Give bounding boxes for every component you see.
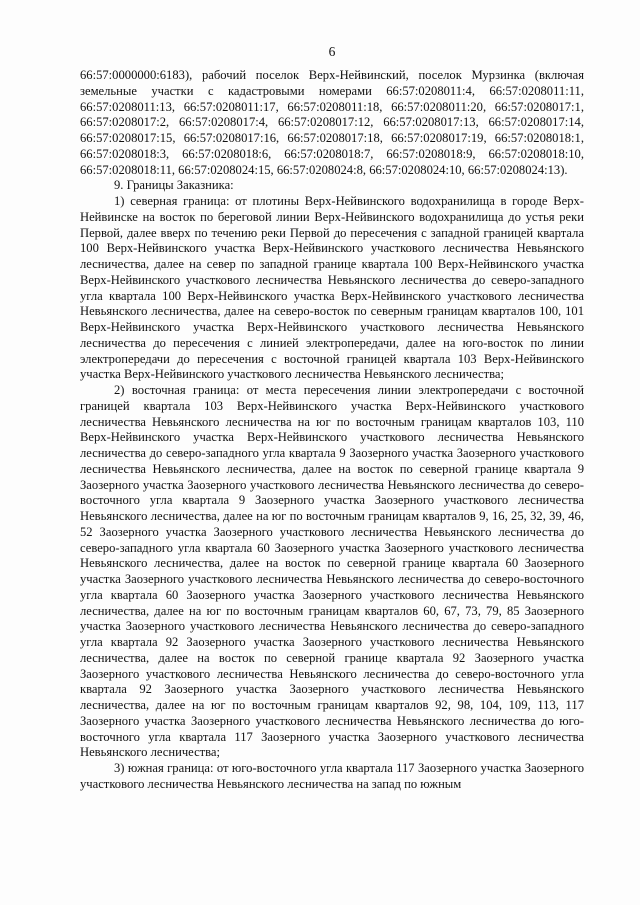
paragraph-north-boundary: 1) северная граница: от плотины Верх-Нейвинского водохранилища в городе Верх-Нейвинске на восток по береговой линии Верх-Нейвинского водохранилища до устья реки Первой, далее вверх по течению реки Первой до пересечения с западной границей квартала 100 Верх-Нейвинского участка Верх-Нейвинского участкового лесничества Невьянского лесничества, далее на север по западной границе квартала 100 Верх-Нейвинского участка Верх-Нейвинского участкового лесничества Невьянского лесничества до северо-западного угла квартала 100 Верх-Нейвинского участка Верх-Нейвинского участкового лесничества Невьянского лесничества, далее на северо-восток по северным границам кварталов 100, 101 Верх-Нейвинского участка Верх-Нейвинского участкового лесничества Невьянского лесничества до пересечения с линией электропередачи, далее на юго-восток по линии электропередачи до пересечения с восточной границей квартала 103 Верх-Нейвинского участка Верх-Нейвинского участкового лесничества Невьянского лесничества; — [80, 194, 584, 382]
paragraph-south-boundary: 3) южная граница: от юго-восточного угла квартала 117 Заозерного участка Заозерного участкового лесничества Невьянского лесничества на запад по южным — [80, 761, 584, 791]
document-body — [80, 68, 584, 793]
page-number: 6 — [328, 44, 336, 59]
paragraph-east-boundary: 2) восточная граница: от места пересечения линии электропередачи с восточной границей квартала 103 Верх-Нейвинского участка Верх-Нейвинского участкового лесничества Невьянского лесничества на юг по восточным границам кварталов 103, 110 Верх-Нейвинского участка Верх-Нейвинского участкового лесничества Невьянского лесничества до северо-западного угла квартала 9 Заозерного участка Заозерного участкового лесничества Невьянского лесничества, далее на восток по северной границе квартала 9 Заозерного участка Заозерного участкового лесничества Невьянского лесничества до северо-восточного угла квартала 9 Заозерного участка Заозерного участкового лесничества Невьянского лесничества, далее на юг по восточным границам кварталов 9, 16, 25, 32, 39, 46, 52 Заозерного участка Заозерного участкового лесничества Невьянского лесничества до северо-западного угла квартала 60 Заозерного участка Заозерного участкового лесничества Невьянского лесничества, далее на восток по северной границе квартала 60 Заозерного участка Заозерного участкового лесничества Невьянского лесничества до северо-восточного угла квартала 60 Заозерного участка Заозерного участкового лесничества Невьянского лесничества, далее на юг по восточным границам кварталов 60, 67, 73, 79, 85 Заозерного участка Заозерного участкового лесничества Невьянского лесничества до северо-западного угла квартала 92 Заозерного участка Заозерного участкового лесничества Невьянского лесничества, далее на восток по северной границе квартала 92 Заозерного участка Заозерного участкового лесничества Невьянского лесничества до северо-восточного угла квартала 92 Заозерного участка Заозерного участкового лесничества Невьянского лесничества, далее на юг по восточным границам кварталов 92, 98, 104, 109, 113, 117 Заозерного участка Заозерного участкового лесничества Невьянского лесничества до юго-восточного угла квартала 117 Заозерного участка Заозерного участкового лесничества Невьянского лесничества; — [80, 383, 584, 760]
paragraph-section-heading: 9. Границы Заказника: — [114, 178, 234, 193]
paragraph-cadastral-list: 66:57:0000000:6183), рабочий поселок Верх-Нейвинский, поселок Мурзинка (включая земельные участки с кадастровыми номерами 66:57:0208011:4, 66:57:0208011:11, 66:57:0208011:13, 66:57:0208011:17, 66:57:0208011:18, 66:57:0208011:20, 66:57:0208017:1, 66:57:0208017:2, 66:57:0208017:4, 66:57:0208017:12, 66:57:0208017:13, 66:57:0208017:14, 66:57:0208017:15, 66:57:0208017:16, 66:57:0208017:18, 66:57:0208017:19, 66:57:0208018:1, 66:57:0208018:3, 66:57:0208018:6, 66:57:0208018:7, 66:57:0208018:9, 66:57:0208018:10, 66:57:0208018:11, 66:57:0208024:15, 66:57:0208024:8, 66:57:0208024:10, 66:57:0208024:13). — [80, 68, 584, 177]
